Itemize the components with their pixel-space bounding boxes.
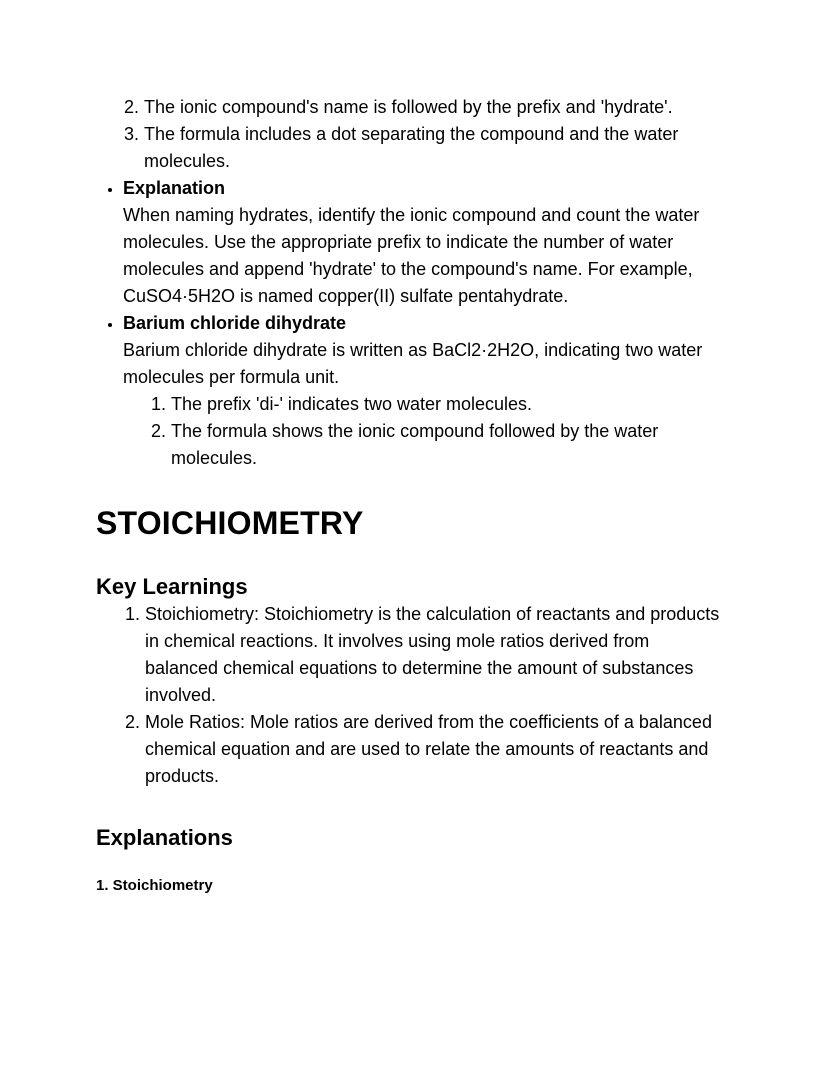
carryover-ordered-list — [96, 94, 720, 175]
list-item-text: 2. The formula shows the ionic compound followed by the water molecules. — [171, 421, 659, 468]
section-heading-key-learnings: Key Learnings — [96, 574, 248, 599]
list-item — [171, 391, 720, 418]
page-title: STOICHIOMETRY — [96, 505, 364, 541]
list-item-explanation — [123, 175, 720, 310]
list-item — [145, 601, 720, 709]
list-item — [144, 94, 720, 121]
bullet-label: • Explanation — [123, 178, 226, 198]
list-item-barium-chloride-dihydrate — [123, 310, 720, 472]
list-item — [145, 709, 720, 790]
list-item-text: 1. The prefix 'di-' indicates two water molecules. — [171, 394, 533, 414]
list-item-text: 2. The ionic compound's name is followed by the prefix and 'hydrate'. — [144, 97, 673, 117]
bullet-body-text: Barium chloride dihydrate is written as BaCl2·2H2O, indicating two water molecules per formula unit. — [123, 340, 703, 387]
section-heading-explanations: Explanations — [96, 825, 233, 850]
key-learnings-list — [96, 601, 720, 790]
bullet-list — [96, 175, 720, 472]
list-item-text: 3. The formula includes a dot separating the compound and the water molecules. — [144, 124, 679, 171]
list-item — [144, 121, 720, 175]
list-item-text: 2. Mole Ratios: Mole ratios are derived from the coefficients of a balanced chemical equation and are used to relate the amounts of reactants and products. — [145, 712, 712, 786]
list-item — [171, 418, 720, 472]
bullet-body-text: When naming hydrates, identify the ionic compound and count the water molecules. Use the appropriate prefix to indicate the number of water molecules and append 'hydrate' to the compound's name. For example, CuSO4·5H2O is named copper(II) sulfate pentahydrate. — [123, 205, 700, 306]
bullet-label: • Barium chloride dihydrate — [123, 313, 347, 333]
document-body — [96, 94, 720, 896]
list-item-text: 1. Stoichiometry: Stoichiometry is the calculation of reactants and products in chemical reactions. It involves using mole ratios derived from balanced chemical equations to determine the amount of substances involved. — [145, 604, 720, 705]
nested-ordered-list — [123, 391, 720, 472]
subsection-heading-stoichiometry: 1. Stoichiometry — [96, 877, 213, 894]
